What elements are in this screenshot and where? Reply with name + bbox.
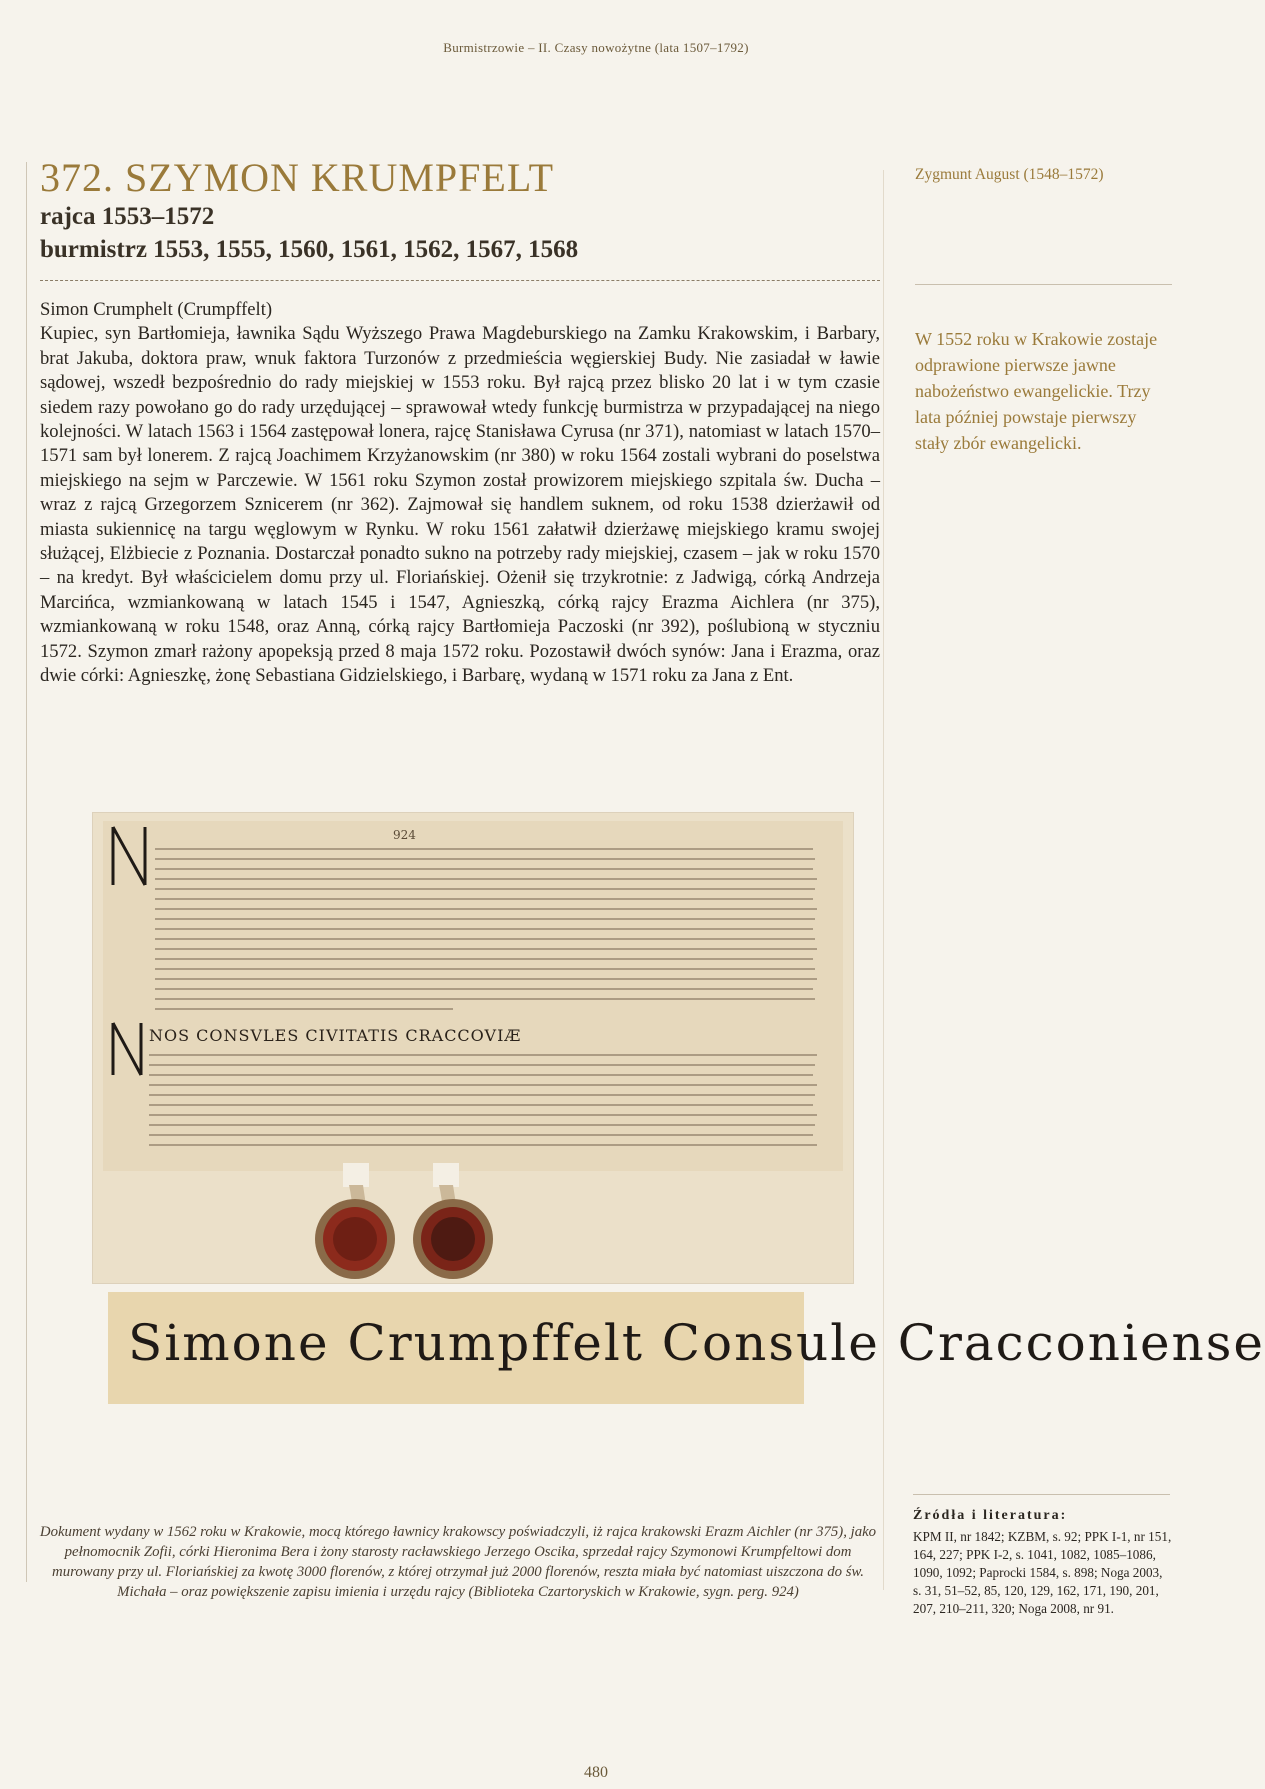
entry-mayor: burmistrz 1553, 1555, 1560, 1561, 1562, 1567, 1568: [40, 236, 579, 263]
document-heading: NOS CONSVLES CIVITATIS CRACCOVIÆ: [149, 1026, 522, 1045]
parchment-document-image: [92, 812, 854, 1284]
left-margin-rule: [26, 162, 27, 1582]
sources-list: KPM II, nr 1842; KZBM, s. 92; PPK I-1, nr 151, 164, 227; PPK I-2, s. 1041, 1082, 1085–1086, 1090, 1092; Paprocki 1584, s. 898; Noga 2003, s. 31, 51–52, 85, 120, 129, 162, 171, 190, 201, 207, 210–211, 320; Noga 2008, nr 91.: [913, 1529, 1172, 1616]
entry-title: 372. SZYMON KRUMPFELT: [40, 155, 555, 200]
wax-seal-left: [315, 1199, 395, 1279]
reign-label: Zygmunt August (1548–1572): [915, 166, 1104, 183]
title-divider: [40, 280, 880, 281]
sources-heading: Źródła i literatura:: [913, 1508, 1068, 1523]
signature-detail-image: [108, 1292, 1265, 1404]
column-divider: [883, 170, 884, 1590]
signature-detail-text: Simone Crumpffelt Consule Cracconiense: [128, 1314, 1265, 1372]
parchment-illustration: [93, 813, 853, 1283]
running-header: Burmistrzowie – II. Czasy nowożytne (lata 1507–1792): [443, 40, 749, 55]
entry-councillor: rajca 1553–1572: [40, 203, 215, 230]
entry-body: [40, 298, 880, 689]
page-number: 480: [584, 1764, 608, 1781]
shelf-mark: 924: [393, 828, 416, 842]
wax-seal-right: [413, 1199, 493, 1279]
alternate-name: Simon Crumphelt (Crumpffelt): [40, 299, 273, 320]
sidebar-divider: [915, 284, 1172, 285]
sidebar-note: W 1552 roku w Krakowie zostaje odprawione pierwsze jawne nabożeństwo ewangelickie. Trzy lata później powstaje pierwszy stały zbór ewangelicki.: [915, 329, 1158, 453]
sources-divider: [913, 1494, 1170, 1495]
biography-text: Kupiec, syn Bartłomieja, ławnika Sądu Wyższego Prawa Magdeburskiego na Zamku Krakowskim, i Barbary, brat Jakuba, doktora praw, wnuk faktora Turzonów z przedmieścia węgierskiej Budy. Nie zasiadał w ławie sądowej, wszedł bezpośrednio do rady miejskiej w 1553 roku. Był rajcą przez blisko 20 lat i w tym czasie siedem razy powołano go do rady urzędującej – sprawował wtedy funkcję burmistrza w przypadającej na niego kolejności. W latach 1563 i 1564 zastępował lonera, rajcę Stanisława Cyrusa (nr 371), natomiast w latach 1570–1571 sam był lonerem. Z rajcą Joachimem Krzyżanowskim (nr 380) w roku 1564 zostali wybrani do poselstwa miejskiego na sejm w Parczewie. W 1561 roku Szymon został prowizorem miejskiego szpitala św. Ducha – wraz z rajcą Grzegorzem Sznicerem (nr 362). Zajmował się handlem suknem, od roku 1538 dzierżawił od miasta sukiennicę na targu węglowym w Rynku. W roku 1561 załatwił dzierżawę miejskiego kramu swojej służącej, Elżbiecie z Poznania. Dostarczał ponadto sukno na potrzeby rady miejskiej, czasem – jak w roku 1570 – na kredyt. Był właścicielem domu przy ul. Floriańskiej. Ożenił się trzykrotnie: z Jadwigą, córką Andrzeja Marcińca, wzmiankowaną w latach 1545 i 1547, Agnieszką, córką rajcy Erazma Aichlera (nr 375), wzmiankowaną w roku 1548, oraz Anną, córką rajcy Bartłomieja Paczoski (nr 392), poślubioną w styczniu 1572. Szymon zmarł rażony apopeksją przed 8 maja 1572 roku. Pozostawił dwóch synów: Jana i Erazma, oraz dwie córki: Agnieszkę, żonę Sebastiana Gidzielskiego, i Barbarę, wydaną w 1571 roku za Jana z Ent.: [40, 323, 880, 687]
figure-caption: Dokument wydany w 1562 roku w Krakowie, mocą którego ławnicy krakowscy poświadczyli, iż rajca krakowski Erazm Aichler (nr 375), jako pełnomocnik Zofii, córki Hieronima Bera i żony starosty racławskiego Jerzego Oscika, sprzedał rajcy Szymonowi Krumpfeltowi dom murowany przy ul. Floriańskiej za kwotę 3000 florenów, z której otrzymał już 2000 florenów, reszta miała być natomiast uiszczona do św. Michała – oraz powiększenie zapisu imienia i urzędu rajcy (Biblioteka Czartoryskich w Krakowie, sygn. perg. 924): [39, 1524, 877, 1600]
entry-heading: [40, 156, 880, 266]
